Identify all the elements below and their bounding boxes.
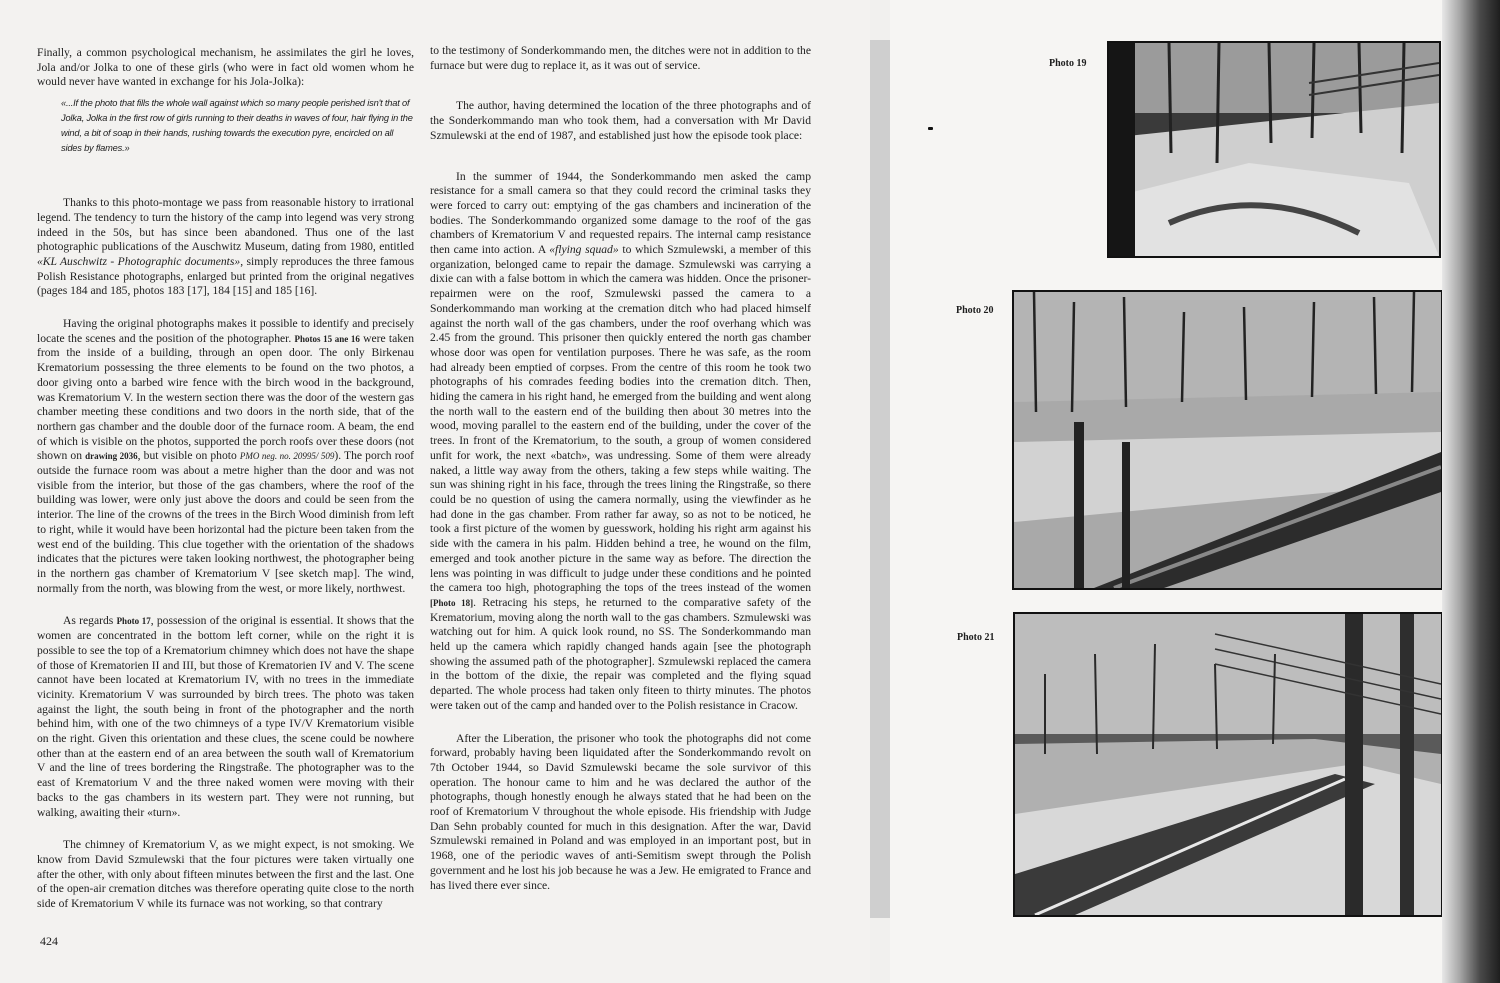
book-spine-shadow (1442, 0, 1500, 983)
paragraph: As regards Photo 17, possession of the original is essential. It shows that the women are concentrated in the bottom left corner, while on the right it is possible to see the top of a Krematorium chimney which does not have the shape of those of Krematorien II and III, but those of Krematorien IV and V. The scene cannot have been located at Krematorium IV, with no trees in the immediate vicinity. Krematorium V was surrounded by birch trees. The photo was taken against the light, the south being in front of the photographer and the north behind him, with one of the two chimneys of a type IV/V Krematorium visible on the right. Given this orientation and these clues, the scene could be nowhere other than at the eastern end of an area between the south wall of Krematorium V and the line of trees bordering the Ringstraße. The photographer was to the east of Krematorium V and the three naked women were moving with their backs to the gas chambers in its western part. They were not running, but walking, awaiting their «turn». (37, 614, 415, 819)
photo-20 (1012, 290, 1443, 590)
paragraph: In the summer of 1944, the Sonderkommando men asked the camp resistance for a small camera so that they could record the criminal tasks they were forced to carry out: emptying of the gas chambers and incineration of the bodies. The Sonderkommando organized some damage to the roof of the gas chambers of Krematorium V and requested repairs. The internal camp resistance then came into action. A «flying squad» to which Szmulewski, a member of this organization, belonged came to repair the damage. Szmulewski was carrying a dixie can with a false bottom in which the camera was hidden. Once the prisoner-repairmen were on the roof, Szmulewski passed the camera to a Sonderkommando man working at the cremation ditch who had placed himself against the north wall of the gas chambers, under the roof overhang which was 2.45 from the ground. This prisoner then quickly entered the north gas chamber whose door was open for ventilation purposes. There he was safe, as the room had already been emptied of corpses. From the centre of this room he took two photographs of his comrades feeding bodies into the cremation ditch. Then, hiding the camera in his right hand, he emerged from the building and went along the north wall to the eastern end of the building then about 30 metres into the wood, moving parallel to the eastern end of the building, under the cover of the trees. In front of the Krematorium, to the south, a group of women considered unfit for work, the next «batch», was undressing. Some of them were already naked, a little way away from the others, taking a few steps while waiting. The sun was shining right in his face, through the trees lining the Ringstraße, so there could be no question of using the camera normally, using the viewfinder as he had done in the gas chamber. From rather far away, so as not to be noticed, he took a first picture of the women by guesswork, holding his right arm against his side with the camera in his palm. Hidden behind a tree, he wound on the film, emerged and took another picture in the same way as before. The direction the lens was pointing in was difficult to judge under these conditions and he pointed the camera too high, photographing the tops of the trees instead of the women [Photo 18]. Retracing his steps, he returned to the comparative safety of the Krematorium, moving along the north wall to the gas chambers. Szmulewski was watching out for him. A quick look round, no SS. The Sonderkommando man held up the camera which rapidly changed hands again [see the photograph showing the assumed path of the photographer]. Szmulewski replaced the camera in the bottom of the dixie, the repair was completed and the flying squad departed. The whole process had taken only fiteen to thirty minutes. The photos were taken out of the camp and handed over to the Polish resistance in Cracow. (430, 169, 812, 712)
paragraph: The author, having determined the location of the three photographs and of the Sonderkommando man who took them, had a conversation with Mr David Szmulewski at the end of 1987, and established just how the episode took place: (430, 99, 811, 142)
photo-19-image (1109, 43, 1439, 256)
left-column (37, 46, 414, 912)
paragraph: Finally, a common psychological mechanism, he assimilates the girl he loves, Jola and/or Jolka to one of these girls (who were in fact old women whom he would never have wanted in exchange for his Jola-Jolka): (37, 46, 414, 89)
paragraph: After the Liberation, the prisoner who took the photographs did not come forward, probably having been liquidated after the Sonderkommando revolt on 7th October 1944, so David Szmulewski became the sole survivor of this operation. The honour came to him and he was declared the author of the photographs, though honestly enough he always stated that he had been on the roof of Krematorium V throughout the whole episode. His friendship with Judge Dan Sehn probably counted for much in this designation. After the war, David Szmulewski remained in Poland and was employed in an important post, but in 1968, one of the periodic waves of anti-Semitism swept through the Polish government and he lost his job because he was a Jew. He emigrated to France and has lived there ever since. (430, 731, 811, 892)
paragraph: Thanks to this photo-montage we pass from reasonable history to irrational legend. The tendency to turn the history of the camp into legend was very strong indeed in the 50s, but has since been abandoned. Thus one of the last photographic publications of the Auschwitz Museum, dating from 1980, entitled «KL Auschwitz - Photographic documents», simply reproduces the three famous Polish Resistance photographs, enlarged but printed from the original negatives (pages 184 and 185, photos 183 [17], 184 [15] and 185 [16]. (37, 196, 415, 298)
photo-21-label: Photo 21 (957, 632, 995, 643)
right-column (430, 44, 811, 893)
page-gutter (870, 40, 890, 918)
drawing-reference: drawing 2036 (85, 451, 138, 462)
quotation: «...If the photo that fills the whole wall against which so many people perished isn't that of Jolka, Jolka in the first row of girls running to their deaths in waves of four, hair flying in the wind, a bit of soap in their hands, rushing towards the execution pyre, encircled on all sides by flames.» (61, 98, 413, 154)
photo-reference: Photo 17 (116, 616, 151, 627)
photo-21 (1013, 612, 1443, 917)
ink-mark (928, 127, 933, 130)
page-number: 424 (40, 934, 58, 948)
photo-reference: [Photo 18] (430, 597, 474, 608)
book-title: «KL Auschwitz - Photographic documents» (37, 254, 241, 268)
paragraph: Having the original photographs makes it possible to identify and precisely locate the scenes and the position of the photographer. Photos 15 ane 16 were taken from the inside of a building, through an open door. The only Birkenau Krematorium possessing the three elements to be found on the two photos, a door giving onto a barbed wire fence with the birch wood in the background, was Krematorium V. In the western section there was the door of the western gas chamber meeting these conditions and two doors in the north side, that of the northern gas chamber and the double door of the furnace room. A beam, the end of which is visible on the photos, supported the porch roofs over these doors (not shown on drawing 2036, but visible on photo PMO neg. no. 20995/ 509). The porch roof outside the furnace room was about a metre higher than the door and was not visible from the interior, but those of the gas chambers, where the roof of the building was lower, were only just above the doors and could be seen from the interior. The line of the crowns of the trees in the Birch Wood diminish from left to right, while it would have been horizontal had the picture been taken from the west end of the building. This clue together with the orientation of the shadows indicates that the pictures were taken looking northwest, the photographer being in the northern gas chamber of Krematorium V [see sketch map]. The wind, normally from the north, was blowing from the west, or more likely, northwest. (37, 317, 415, 595)
photo-19-label: Photo 19 (1049, 58, 1087, 69)
photo-21-image (1015, 614, 1441, 915)
paragraph: The chimney of Krematorium V, as we might expect, is not smoking. We know from David Szmulewski that the four pictures were taken virtually one after the other, with only about fifteen minutes between the first and the last. One of the open-air cremation ditches was therefore operating quite close to the north side of Krematorium V while its furnace was not working, so that contrary (37, 838, 414, 911)
photo-20-label: Photo 20 (956, 305, 994, 316)
photo-20-image (1014, 292, 1441, 588)
photo-reference: Photos 15 ane 16 (294, 333, 360, 344)
negative-reference: PMO neg. no. 20995/ 509 (239, 451, 335, 462)
photo-19 (1107, 41, 1441, 258)
paragraph: to the testimony of Sonderkommando men, the ditches were not in addition to the furnace but were dug to replace it, as it was out of service. (430, 44, 811, 72)
